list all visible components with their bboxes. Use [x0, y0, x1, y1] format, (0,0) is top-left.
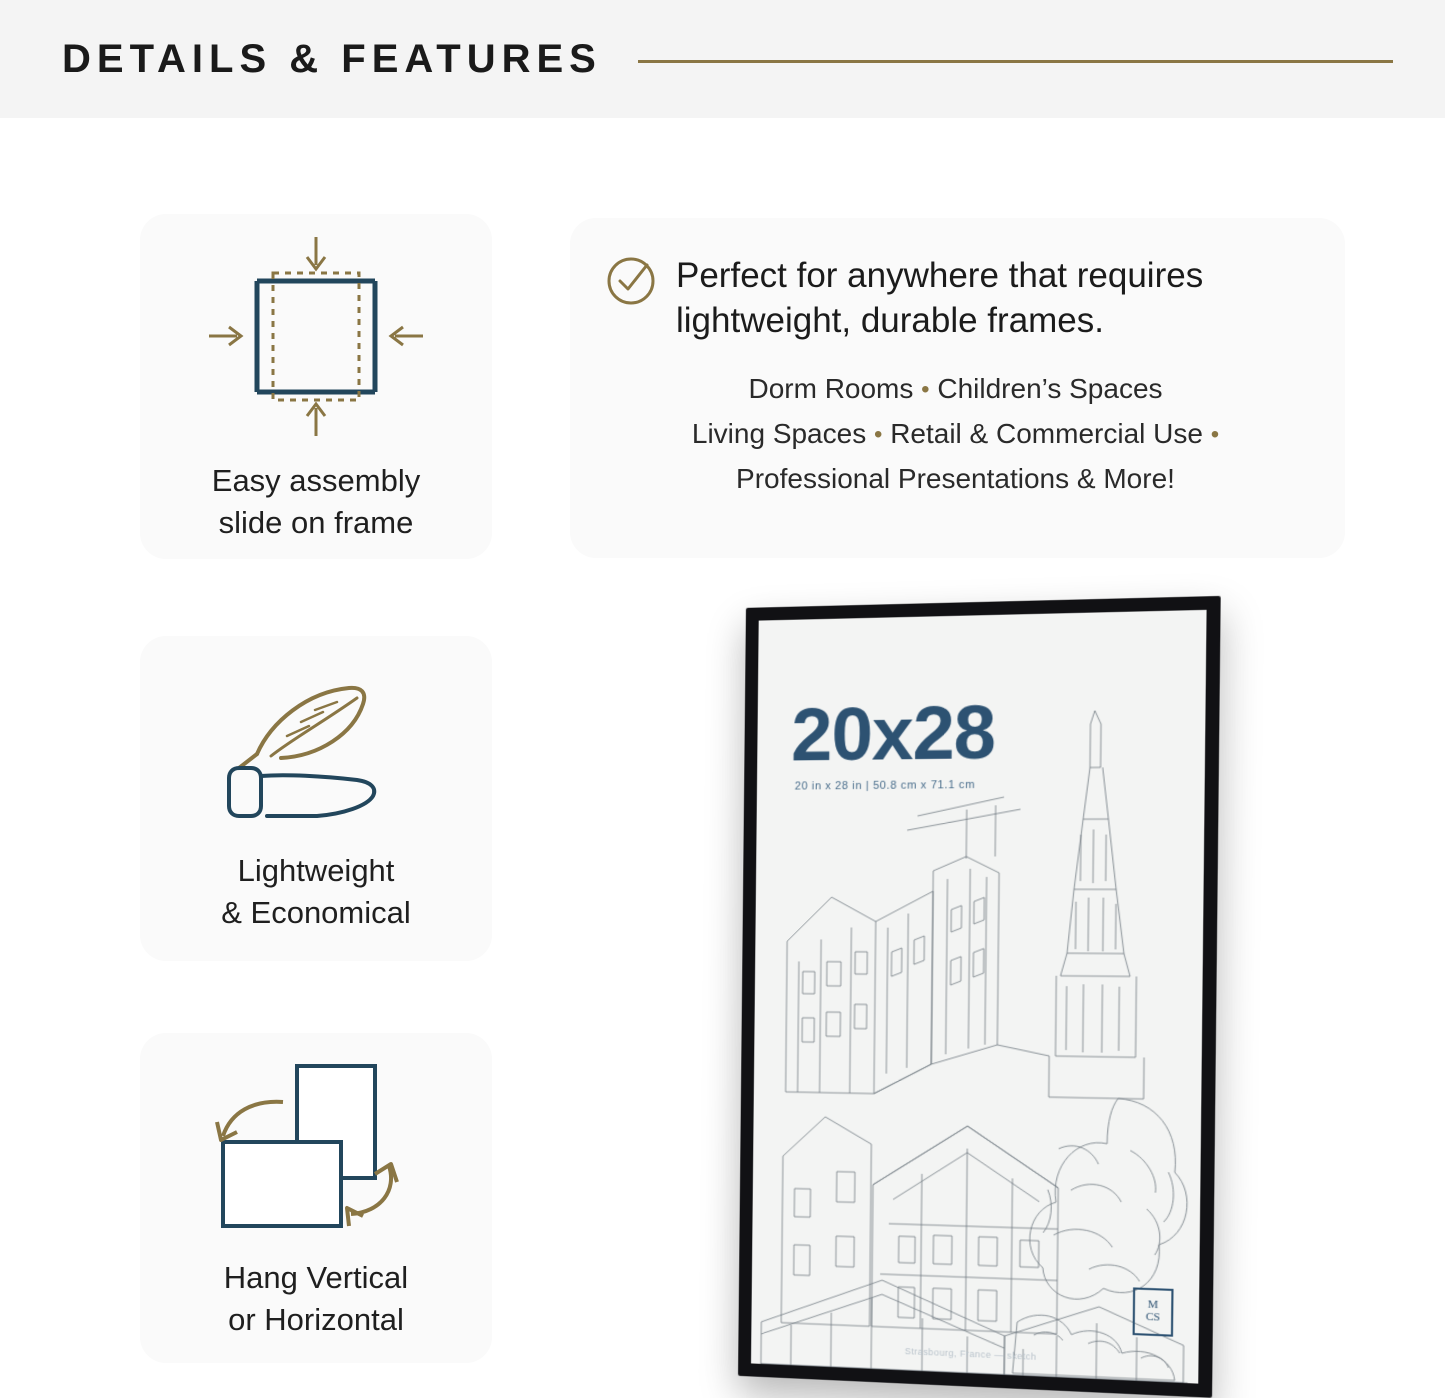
uses-line-2	[604, 411, 1307, 456]
feature-card-orientation	[140, 1033, 492, 1363]
feature-card-easy-assembly	[140, 214, 492, 559]
feature-label-line2: or Horizontal	[228, 1301, 404, 1337]
feature-label-line1: Lightweight	[237, 852, 395, 888]
mcs-logo-bottom: CS	[1145, 1310, 1161, 1324]
frame-artwork	[751, 610, 1207, 1384]
use-item: Living Spaces	[691, 417, 867, 449]
mcs-logo-top: M	[1147, 1298, 1159, 1312]
perfect-headline-row	[604, 254, 1307, 344]
page-header	[0, 0, 1445, 118]
feature-label-line1: Easy assembly	[211, 463, 421, 499]
feature-label-line2: & Economical	[221, 894, 411, 930]
use-item: Children’s Spaces	[937, 372, 1163, 404]
art-caption: Strasbourg, France — sketch	[904, 1346, 1037, 1362]
feature-label-orientation	[224, 1257, 408, 1341]
use-item: Professional Presentations & More!	[736, 463, 1175, 495]
feature-label-easy-assembly	[212, 460, 420, 544]
feature-label-line2: slide on frame	[218, 505, 414, 540]
rotate-frames-icon	[201, 1056, 431, 1241]
frame-size-label	[790, 689, 996, 793]
perfect-headline: Perfect for anywhere that requires lightweight, durable frames.	[676, 256, 1204, 340]
use-item: Dorm Rooms	[748, 372, 914, 404]
bullet-separator-icon: •	[1210, 421, 1220, 449]
use-item: Retail & Commercial Use	[890, 417, 1203, 449]
feature-label-lightweight	[221, 850, 411, 934]
bullet-separator-icon: •	[921, 375, 930, 403]
uses-line-1	[604, 366, 1307, 411]
feature-label-line1: Hang Vertical	[223, 1259, 409, 1295]
frame-slide-icon	[201, 229, 431, 444]
feature-card-perfect-for-anywhere	[570, 218, 1345, 558]
frame-size-detail: 20 in x 28 in | 50.8 cm x 71.1 cm	[794, 778, 976, 793]
mcs-logo	[1133, 1287, 1174, 1336]
product-photo-framed-print	[742, 608, 1202, 1376]
bullet-separator-icon: •	[874, 421, 883, 449]
feather-in-hand-icon	[211, 664, 421, 834]
perfect-uses-list	[604, 366, 1307, 502]
check-circle-icon	[604, 254, 658, 313]
feature-card-lightweight	[140, 636, 492, 961]
page-title: DETAILS & FEATURES	[62, 36, 602, 81]
header-divider	[638, 60, 1393, 63]
picture-frame	[738, 596, 1221, 1398]
uses-line-3	[604, 456, 1307, 501]
frame-size-value: 20x28	[790, 689, 996, 777]
content-area	[0, 118, 1445, 1380]
